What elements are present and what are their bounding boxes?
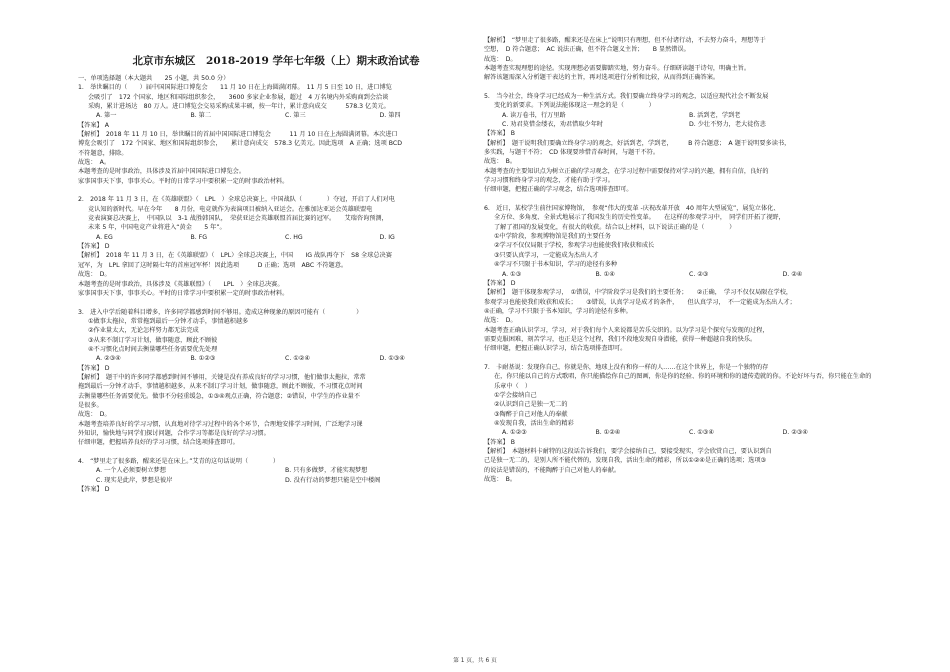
answer-options (484, 111, 876, 130)
text-line: 学习习惯和终身学习的观念，才能有助于学习。 (484, 177, 614, 185)
answer-option: B. 活到老，学到老 (689, 111, 741, 119)
answer-option: C. HG (285, 233, 303, 241)
answer-option: B. ①②③ (190, 355, 216, 363)
text-line: 己是独一无二的，是别人所不能代替的，发现自我，活出生命的精彩，所以①②④是正确的选项；选项③ (484, 457, 767, 465)
answer-option: C. 劝君莫惜金缕衣，劝君惜取少年时 (502, 121, 604, 129)
spacer (484, 354, 876, 363)
text-line: 未来 5 年，中国电竞产业将进入“黄金 5 年”。 (88, 224, 226, 232)
text-line: 多实践，与题干不符； CD 体现要珍惜青春时间，与题干不符。 (484, 149, 660, 157)
answer-option: D. IG (379, 233, 395, 241)
answer-option: A. EG (96, 233, 113, 241)
text-line: ③从来不制订学习计划，做事随意，顾此不顾彼 (88, 336, 218, 344)
page-footer: 第 1 页，共 6 页 (453, 658, 497, 664)
text-line: 家事国事天下事，事事关心。平时的日常学习中要积累一定的时事政治材料。 (78, 177, 289, 185)
text-line: 竞认知的新时代。早在今年 8 月份，电竞就作为表演项目被纳入亚运会。在雅加达亚运会英雄联盟电 (88, 205, 373, 213)
text-line: 冠军，为 LPL 拿回了这时隔七年的首座冠军杯！因此选项 D 正确；选项 ABC 不符题意。 (78, 261, 348, 269)
text-line: 故选： B。 (484, 158, 517, 166)
text-line: 【解析】 题干体现参观学习， ①错误，中学阶段学习是我们的主要任务； ②正确， 学习不仅仅局限在学校， (484, 289, 793, 297)
answer-option: C. 现实是此岸，梦想是彼岸 (96, 476, 173, 484)
text-line: 3. 进入中学后随着科目增多，许多同学都感到时间不够用。造成这种现象的原因可能有（ ） (78, 308, 363, 316)
text-line: ④正确，学习不只限于书本知识，学习的途径有多种。 (484, 307, 632, 315)
answer-option: D. 少壮不努力，老大徒伤悲 (689, 121, 766, 129)
answer-option: B. 第二 (190, 112, 212, 120)
text-line: 空想， D 符合题意； AC 说法正确，但不符合题义主旨； B 显然错误。 (484, 46, 690, 54)
text-line: 需要克服困难，刻苦学习，也正是这个过程，我们不段地发现自身潜能，获得一种超越自我的快乐。 (484, 335, 757, 343)
text-line: 的说法是错误的，不能陶醉于自己对他人的奉献。 (484, 466, 621, 474)
text-line: 本题考查培养良好的学习习惯，认真地对待学习过程中的各个环节，合理地安排学习时间，广泛地学习课 (78, 420, 363, 428)
section-heading: 一、单项选择题（本大题共 25 小题，共 50.0 分） (78, 75, 230, 82)
answer-option: A. 第一 (96, 112, 117, 120)
text-line: 家事国事天下事，事事关心。平时的日常学习中要积累一定的时事政治材料。 (78, 289, 289, 297)
answer-option: D. ①③④ (379, 355, 405, 363)
text-line: 故选： D。 (484, 55, 517, 63)
answer-options (78, 466, 474, 485)
text-line: 故选： D。 (78, 411, 111, 419)
answer-options (78, 233, 474, 242)
answer-option: D. 没有行动的梦想只能是空中楼阁 (285, 476, 381, 484)
text-line: 本题考查实现理想的途径。实现理想必需要脚踏实地，努力奋斗。仔细研读题干诗句，明确主旨。 (484, 65, 751, 73)
answer-option: B. ①②④ (595, 429, 621, 437)
text-line: 5. 当今社会，终身学习已经成为一种生活方式。我们要确立终身学习的观念，以适应现代社会不断发展 (484, 93, 769, 101)
answer-option: A. ①③ (502, 270, 522, 278)
text-line: 2. 2018 年 11 月 3 日，在《英雄联盟》（ LPL ）全球总决赛上，中国战队（ ）夺冠，开启了人们对电 (78, 196, 395, 204)
text-line: 本题考查的是时事政治，具体涉及《英雄联盟》（ LPL ）全球总决赛。 (78, 280, 284, 288)
text-line: ②认识到自己是独一无二的 (494, 401, 568, 409)
text-line: ④发现自我，活出生命的精彩 (494, 419, 574, 427)
text-line: 本题考查正确认识学习，学习，对于我们每个人来说都是苦乐交织的。以为学习是个探究与发现的过程， (484, 326, 769, 334)
text-line: 【解析】 2018 年 11 月 10 日，举世瞩目的首届中国国际进口博览会 11 月 10 日在上海圆满闭幕。本次进口 (78, 131, 398, 139)
text-line: 博览会吸引了 172 个国家、地区和国际组织参会， 累计意向成交 578.3 亿美元。因此选项 A 正确；选项 BCD (78, 140, 402, 148)
answer-options (484, 428, 876, 437)
answer-options (78, 354, 474, 363)
text-line: 【答案】 B (484, 130, 515, 138)
answer-option: B. ①④ (595, 270, 615, 278)
answer-option: C. 第三 (285, 112, 306, 120)
answer-options (484, 270, 876, 279)
text-line: ③只要认真学习，一定能成为杰出人才 (494, 251, 599, 259)
spacer (78, 186, 474, 195)
text-line: 【解析】 本题材料卡耐特的这段话告诉我们，要学会接纳自己，要接受现实，学会欣赏自己，要认识到自 (484, 447, 772, 455)
text-line: 竞表演赛总决赛上， 中国队以 3-1 战胜韩国队， 荣获亚运会英雄联盟首届比赛的冠军。 艾瑞咨询预测， (88, 215, 388, 223)
text-line: 7. 卡耐基说：发现你自己，你就是你，地球上没有和你一样的人……在这个世界上，你是一个独特的存 (484, 363, 769, 371)
text-line: 去衡量哪些任务需要优先。做事不分轻重缓急，①③④观点正确，符合题意；②错误，中学生的作业量不 (78, 392, 361, 400)
answer-option: C. ①③④ (689, 429, 714, 437)
text-line: 【答案】 D (78, 243, 110, 251)
text-line: 仔细审题，把握正确认识学习，结合选项排查即可。 (484, 345, 627, 353)
spacer (484, 195, 876, 204)
text-line: 采购，累计进场达 80 万人。进口博览会交易采购成果丰硕，按一年计，累计意向成交 578.3 亿美元。 (88, 103, 390, 111)
text-line: 【答案】 D (78, 485, 110, 493)
answer-option: C. ①②④ (285, 355, 310, 363)
text-line: 仔细审题，把握正确的学习观念，结合选项排查即可。 (484, 186, 633, 194)
text-line: 外知识，愉快地与同学们探讨问题，合作学习等都是良好的学习习惯。 (78, 429, 270, 437)
text-line: 解答该题需深入分析题干表达的主旨，再对选项进行分析和比较，从而得到正确答案。 (484, 74, 720, 82)
answer-option: A. 读万卷书，行万里路 (502, 111, 566, 119)
text-line: 【答案】 B (484, 438, 515, 446)
text-line: 全方位、多角度、全景式地展示了我国发生的历史性变革。 在这样的参观学习中， 同学们开拓了视野， (494, 214, 785, 222)
text-line: 【解析】 2018 年 11 月 3 日，在《英雄联盟》（ LPL）全球总决赛上，中国 IG 战队再夺下 S8 全球总决赛 (78, 252, 392, 260)
text-line: 【答案】 D (78, 364, 110, 372)
left-body (78, 83, 474, 494)
answer-options (78, 111, 474, 120)
text-line: ①做事太拖拉，常常拖到最后一分钟才动手，事情越积越多 (88, 317, 249, 325)
text-line: 4. “梦里走了很多路，醒来还是在床上。”艾青的这句话说明（ ） (78, 457, 280, 465)
answer-option: A. 一个人必须要树立梦想 (96, 467, 166, 475)
text-line: 本题考查的是时事政治，具体涉及首届中国国际进口博览会。 (78, 168, 246, 176)
text-line: 参观学习也能使我们收获和成长； ③错误，认真学习是成才的条件， 但认真学习， 不一定能成为杰出人才； (484, 298, 796, 306)
answer-option: C. ②③ (689, 270, 709, 278)
left-column (78, 0, 474, 494)
answer-option: D. ②③④ (782, 429, 808, 437)
answer-option: B. 只有多做梦，才能实现梦想 (285, 467, 368, 475)
text-line: 【答案】 A (78, 121, 109, 129)
answer-option: A. ②③④ (96, 355, 121, 363)
text-line: 故选： D。 (78, 271, 111, 279)
text-line: 6. 近日，某校学生前往国家博物馆， 参观“伟大的变革 -庆祝改革开放 40 周年大型展览”，展览立体化、 (484, 205, 780, 213)
right-column (484, 36, 876, 484)
text-line: 在，你只能以自己的方式歌唱，你只能描绘你自己的图画，你是你的经验、你的环境和你的遗传造就的你。不论好坏与否，你只能在生命的 (494, 373, 872, 381)
text-line: 【解析】 题干说明我们要确立终身学习的观念，好活到老，学到老， B 符合题意； A 题干说明要多读书， (484, 139, 791, 147)
text-line: 是很多。 (78, 401, 103, 409)
text-line: ②作业量太大，无论怎样努力都无法完成 (88, 327, 199, 335)
text-line: ④不习惯化点时间去衡量哪些任务需要优先处理 (88, 345, 218, 353)
spacer (484, 83, 876, 92)
text-line: 【解析】 “梦里走了很多路，醒来还是在床上”说明只有理想，但不付诸行动，不去努力奋斗，理想等于 (484, 37, 766, 44)
text-line: 1. 举世瞩目的（ ）届中国国际进口博览会 11 月 10 日在上海圆满闭幕。 11 月 5 日至 10 日，进口博览 (78, 84, 392, 92)
text-line: 乐章中（ ） (494, 382, 532, 390)
text-line: 本题考查的主要知识点为树立正确的学习观念，在学习过程中需要保持对学习的兴趣，拥有自信，良好的 (484, 167, 769, 175)
answer-option: A. ①②③ (502, 429, 527, 437)
text-line: ③陶醉于自己对他人的奉献 (494, 410, 568, 418)
text-line: 故选： A。 (78, 159, 111, 167)
spacer (78, 298, 474, 307)
text-line: 拖到最后一分钟才动手，事情越积越多，从来不制订学习计划，做事随意，顾此不顾彼，不习惯花点时间 (78, 383, 363, 391)
answer-option: B. FG (190, 233, 208, 241)
text-line: 会吸引了 172 个国家、地区和国际组织参会， 3600 多家企业参展，超过 4 万名境内外采购商到会洽谈 (88, 93, 389, 101)
text-line: 【答案】 D (484, 279, 516, 287)
text-line: ④学习不只限于书本知识，学习的途径有多种 (494, 261, 618, 269)
right-body (484, 36, 876, 484)
answer-option: D. 第四 (379, 112, 401, 120)
text-line: 【解析】 题干中的许多同学都感到时间不够用，关键是没有养成良好的学习习惯，他们做事太拖拉，常常 (78, 373, 366, 381)
text-line: ①学会接纳自己 (494, 391, 537, 399)
text-line: ①中学阶段，参观博物馆是我们的主要任务 (494, 233, 611, 241)
exam-title: 北京市东城区 2018-2019 学年七年级（上）期末政治试卷 (132, 55, 420, 67)
text-line: 变化的新要求。下列说法能体现这一理念的是（ ） (494, 102, 655, 110)
text-line: 了解了祖国的发展变化，有很大的收获。结合以上材料，以下说法正确的是（ ） (494, 223, 736, 231)
spacer (78, 448, 474, 457)
text-line: ②学习不仅仅局限于学校，参观学习也能使我们收获和成长 (494, 242, 655, 250)
text-line: 故选： D。 (484, 317, 517, 325)
answer-option: D. ②④ (782, 270, 803, 278)
text-line: 仔细审题，把握培养良好的学习习惯，结合选项排查即可。 (78, 439, 239, 447)
text-line: 故选： B。 (484, 476, 517, 484)
text-line: 不符题意，排除。 (78, 149, 128, 157)
